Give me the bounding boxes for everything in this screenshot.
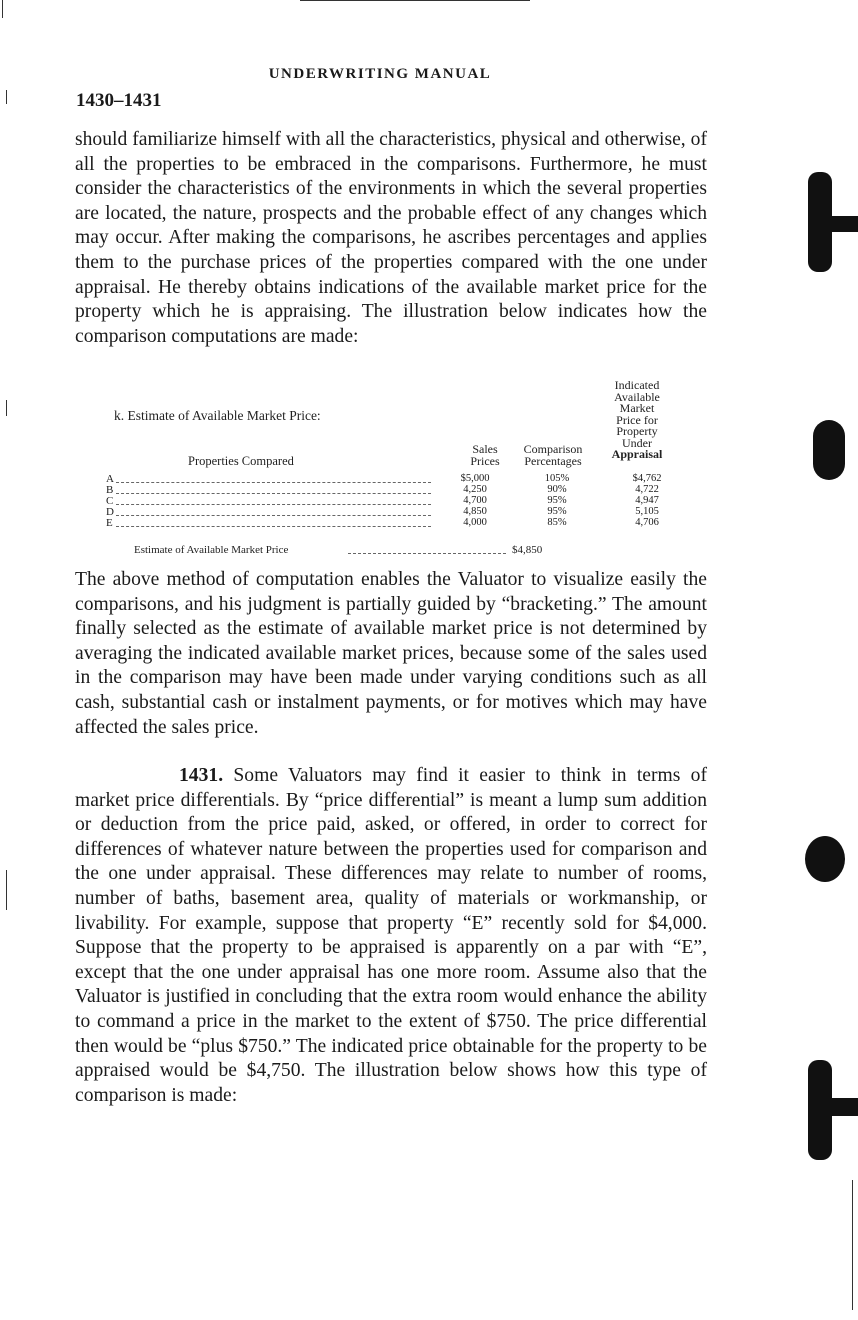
section-1431-paragraph xyxy=(75,764,707,1108)
table-row: C 4,700 95% 4,947 xyxy=(106,496,686,507)
col-header-comparison: Comparison Percentages xyxy=(523,442,583,468)
leader-dots xyxy=(348,553,506,554)
table-row: E 4,000 85% 4,706 xyxy=(106,518,686,529)
col-header-indicated: Indicated Available Market Price for Property Under Appraisal xyxy=(611,378,663,461)
indicated-price: 4,706 xyxy=(635,517,659,528)
sales-price: 4,700 xyxy=(463,495,487,506)
indicated-price: $4,762 xyxy=(632,473,662,484)
sales-price: 4,000 xyxy=(463,517,487,528)
comparison-percentage: 95% xyxy=(547,495,567,506)
col-header-sales: Sales Prices xyxy=(470,442,500,468)
comparison-table-body xyxy=(106,474,686,529)
indicated-price: 5,105 xyxy=(635,506,659,517)
indicated-price: 4,947 xyxy=(635,495,659,506)
comparison-percentage: 85% xyxy=(547,517,567,528)
estimate-label: Estimate of Available Market Price xyxy=(134,544,289,556)
section-number: 1431. xyxy=(179,765,224,786)
scan-edge-mark xyxy=(6,90,7,104)
scan-edge-mark xyxy=(852,1180,853,1310)
body-paragraph-2: The above method of computation enables the Valuator to visualize easily the comparisons, and his judgment is partially guided by “bracketing.” The amount finally selected as the estimate of available market price is not determined by averaging the indicated available market prices, because some of the sales used in the comparison may have been made under varying conditions such as all cash, substantial cash or instalment payments, or for motives which may have affected the sales price. xyxy=(75,569,707,738)
scan-edge-mark xyxy=(2,0,3,18)
scan-edge-mark xyxy=(6,870,7,910)
running-header: UNDERWRITING MANUAL xyxy=(268,66,492,82)
sales-price: $5,000 xyxy=(460,473,490,484)
col-header-properties: Properties Compared xyxy=(188,454,294,468)
binder-hole-mark xyxy=(805,836,845,882)
scan-edge-mark xyxy=(6,400,7,416)
indicated-price: 4,722 xyxy=(635,484,659,495)
comparison-percentage: 90% xyxy=(547,484,567,495)
table-row: D 4,850 95% 5,105 xyxy=(106,507,686,518)
sales-price: 4,850 xyxy=(463,506,487,517)
binder-tab-mark xyxy=(820,216,858,232)
comparison-percentage: 105% xyxy=(544,473,570,484)
body-paragraph-1: should familiarize himself with all the characteristics, physical and otherwise, of all the properties to be embraced in the comparisons. Furthermore, he must consider the characteristics of the environments in which the several properties are located, the nature, prospects and the probable effect of any changes which may occur. After making the comparisons, he ascribes percentages and applies them to the purchase prices of the properties compared with the one under appraisal. He thereby obtains indications of the available market price for the property which he is appraising. The illustration below indicates how the comparison computations are made: xyxy=(75,129,707,347)
binder-hole-mark xyxy=(813,420,845,480)
page-number: 1430–1431 xyxy=(76,90,162,111)
section-text: Some Valuators may find it easier to think in terms of market price differentials. By “price differential” is meant a lump sum addition or deduction from the price paid, asked, or offered, in order to correct for differences of whatever nature between the properties used for comparison and the one under appraisal. These differences may relate to number of rooms, number of baths, basement area, quality of materials or workmanship, or livability. For example, suppose that property “E” recently sold for $4,000. Suppose that the property to be appraised is apparently on a par with “E”, except that the one under appraisal has one more room. Assume also that the Valuator is justified in concluding that the extra room would enhance the ability to command a price in the market to the extent of $750. The price differential then would be “plus $750.” The indicated price obtainable for the property to be appraised would be $4,750. The illustration below shows how this type of comparison is made: xyxy=(75,765,707,1106)
binder-tab-mark xyxy=(820,1098,858,1116)
table-row: A $5,000 105% $4,762 xyxy=(106,474,686,485)
scan-top-line xyxy=(300,0,530,1)
comparison-percentage: 95% xyxy=(547,506,567,517)
estimate-value: $4,850 xyxy=(512,544,543,556)
table-row: B 4,250 90% 4,722 xyxy=(106,485,686,496)
table-title: k. Estimate of Available Market Price: xyxy=(114,408,321,423)
sales-price: 4,250 xyxy=(463,484,487,495)
